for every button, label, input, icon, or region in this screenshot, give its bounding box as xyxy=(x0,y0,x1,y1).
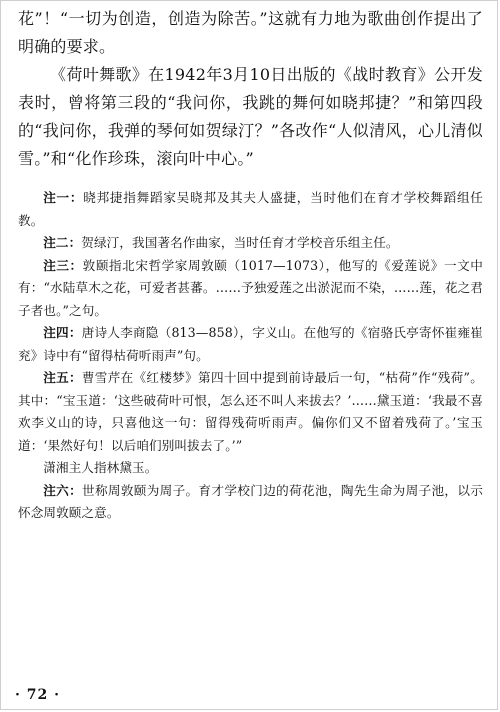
footnotes xyxy=(18,187,483,525)
footnote-4 xyxy=(18,322,483,367)
footnote-label: 注一： xyxy=(43,190,84,205)
body-paragraph-1: 花”！“一切为创造，创造为除苦。”这就有力地为歌曲创作提出了明确的要求。 xyxy=(18,9,483,56)
footnote-text: 敦颐指北宋哲学家周敦颐（1017—1073），他写的《爱莲说》一文中有：“水陆草木之花，可爱者甚蕃。……予独爱莲之出淤泥而不染，……莲，花之君子者也。”之句。 xyxy=(18,257,483,318)
page-content xyxy=(18,5,483,525)
footnote-label: 注二： xyxy=(43,235,82,250)
footnote-text: 晓邦捷指舞蹈家吴晓邦及其夫人盛捷，当时他们在育才学校舞蹈组任教。 xyxy=(18,190,483,228)
footnote-2 xyxy=(18,232,483,255)
footnote-5-addendum xyxy=(18,457,483,480)
footnote-label: 注三： xyxy=(43,257,83,273)
footnote-3 xyxy=(18,255,483,323)
footnote-text: 唐诗人李商隐（813—858），字义山。在他写的《宿骆氏亭寄怀崔雍崔兖》诗中有“留得枯荷听雨声”句。 xyxy=(18,325,483,363)
footnote-text: 世称周敦颐为周子。育才学校门边的荷花池，陶先生命为周子池，以示怀念周敦颐之意。 xyxy=(18,482,483,520)
footnote-text: 潇湘主人指林黛玉。 xyxy=(43,460,158,475)
footnote-label: 注四： xyxy=(43,325,82,340)
footnote-text: 贺绿汀，我国著名作曲家，当时任育才学校音乐组主任。 xyxy=(81,235,399,250)
footnote-6 xyxy=(18,480,483,525)
footnote-1 xyxy=(18,187,483,232)
body-paragraph-2: 《荷叶舞歌》在1942年3月10日出版的《战时教育》公开发表时，曾将第三段的“我问你，我跳的舞何如晓邦捷？”和第四段的“我问你，我弹的琴何如贺绿汀？”各改作“人似清风，心儿清似雪。”和“化作珍珠，滚向叶中心。” xyxy=(18,65,483,168)
footnote-text: 曹雪芹在《红楼梦》第四十回中提到前诗最后一句，“枯荷”作“残荷”。其中：“宝玉道：‘这些破荷叶可恨，怎么还不叫人来拔去？’……黛玉道：‘我最不喜欢李义山的诗，只喜他这一句：留得残荷听雨声。偏你们又不留着残荷了。’宝玉道：‘果然好句！以后咱们别叫拔去了。’” xyxy=(18,370,483,453)
page-number: · 72 · xyxy=(15,687,60,703)
footnote-label: 注六： xyxy=(43,482,83,498)
footnote-label: 注五： xyxy=(43,370,82,385)
footnote-5 xyxy=(18,367,483,457)
